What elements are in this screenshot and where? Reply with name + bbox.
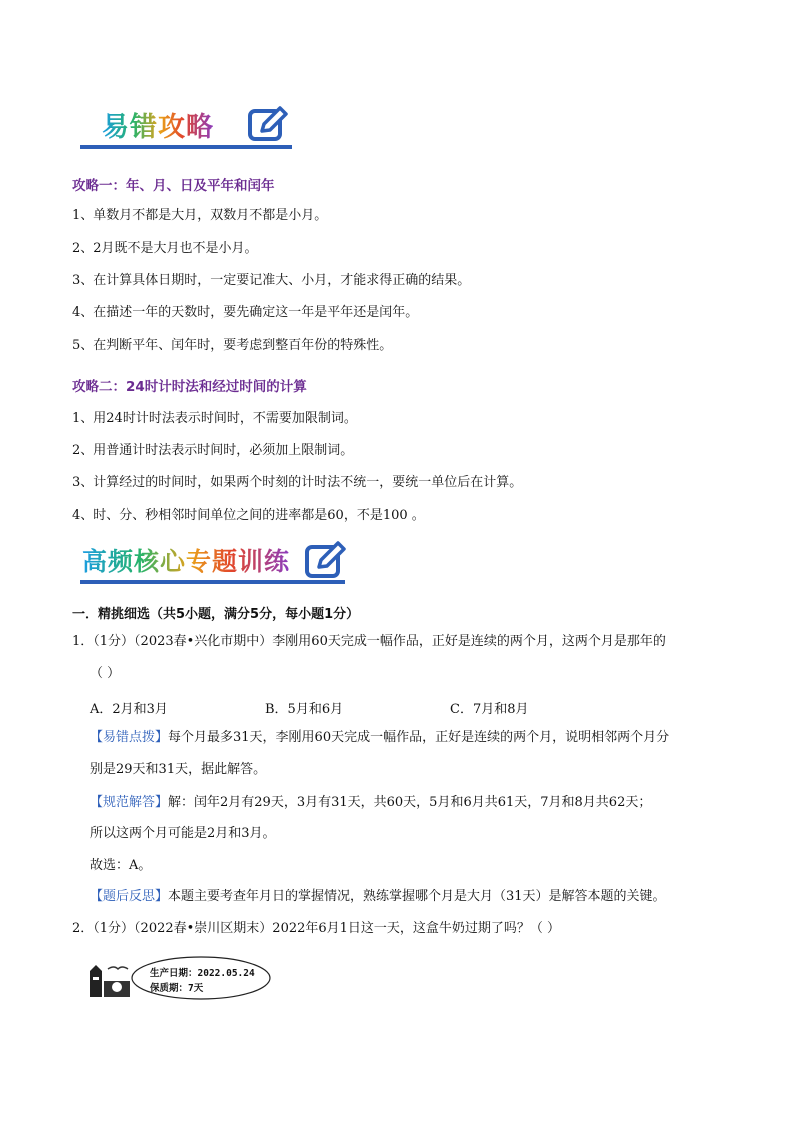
banner-easy-mistakes xyxy=(80,105,295,155)
banner-title: 高频核心专题训练 xyxy=(82,542,290,578)
part-heading: 一．精挑细选（共5小题，满分5分，每小题1分） xyxy=(72,607,360,622)
banner-title: 易错攻略 xyxy=(102,105,214,144)
section-heading-2: 攻略二：24时计时法和经过时间的计算 xyxy=(72,379,307,395)
list-item: 5、在判断平年、闰年时，要考虑到整百年份的特殊性。 xyxy=(72,338,393,353)
list-item: 2、2月既不是大月也不是小月。 xyxy=(72,241,258,256)
reflect-text: 本题主要考查年月日的掌握情况，熟练掌握哪个月是大月（31天）是解答本题的关键。 xyxy=(168,889,666,904)
shelf-life-label: 保质期：7天 xyxy=(150,983,204,994)
question-2-stem: 2．（1分）（2022春•崇川区期末）2022年6月1日这一天，这盒牛奶过期了吗？（ ） xyxy=(72,921,561,936)
tip-line-2: 别是29天和31天，据此解答。 xyxy=(90,762,267,777)
question-1-stem: 1．（1分）（2023春•兴化市期中）李刚用60天完成一幅作品，正好是连续的两个月，这两个月是那年的 xyxy=(72,634,666,649)
list-item: 1、单数月不都是大月，双数月不都是小月。 xyxy=(72,208,328,223)
reflect-tag: 【题后反思】 xyxy=(90,889,169,904)
answer-text: 解：闰年2月有29天，3月有31天，共60天，5月和6月共61天，7月和8月共62天； xyxy=(168,795,652,810)
list-item: 4、在描述一年的天数时，要先确定这一年是平年还是闰年。 xyxy=(72,305,419,320)
list-item: 1、用24时计时法表示时间时，不需要加限制词。 xyxy=(72,411,357,426)
list-item: 3、计算经过的时间时，如果两个时刻的计时法不统一，要统一单位后在计算。 xyxy=(72,475,523,490)
milk-carton-icon xyxy=(88,965,136,999)
list-item: 2、用普通计时法表示时间时，必须加上限制词。 xyxy=(72,443,354,458)
banner-core-training xyxy=(80,540,350,590)
list-item: 3、在计算具体日期时，一定要记准大、小月，才能求得正确的结果。 xyxy=(72,273,471,288)
answer-paren: （ ） xyxy=(90,666,121,681)
list-item: 4、时、分、秒相邻时间单位之间的进率都是60，不是100 。 xyxy=(72,508,425,523)
banner-underline xyxy=(80,145,292,149)
answer-tag: 【规范解答】 xyxy=(90,795,169,810)
option-b: B．5月和6月 xyxy=(265,702,344,717)
option-a: A．2月和3月 xyxy=(90,702,168,717)
tip-line xyxy=(90,729,669,747)
production-date-label: 生产日期：2022.05.24 xyxy=(150,968,255,979)
edit-icon xyxy=(246,105,290,145)
option-c: C．7月和8月 xyxy=(450,702,529,717)
tip-text: 每个月最多31天，李刚用60天完成一幅作品，正好是连续的两个月，说明相邻两个月分 xyxy=(168,730,670,745)
answer-line-2: 所以这两个月可能是2月和3月。 xyxy=(90,826,276,841)
reflect-line xyxy=(90,888,666,906)
section-heading-1: 攻略一：年、月、日及平年和闰年 xyxy=(72,178,275,194)
choice-line: 故选：A。 xyxy=(90,858,152,873)
tip-tag: 【易错点拨】 xyxy=(90,730,169,745)
answer-line xyxy=(90,794,651,812)
edit-icon xyxy=(303,540,349,582)
